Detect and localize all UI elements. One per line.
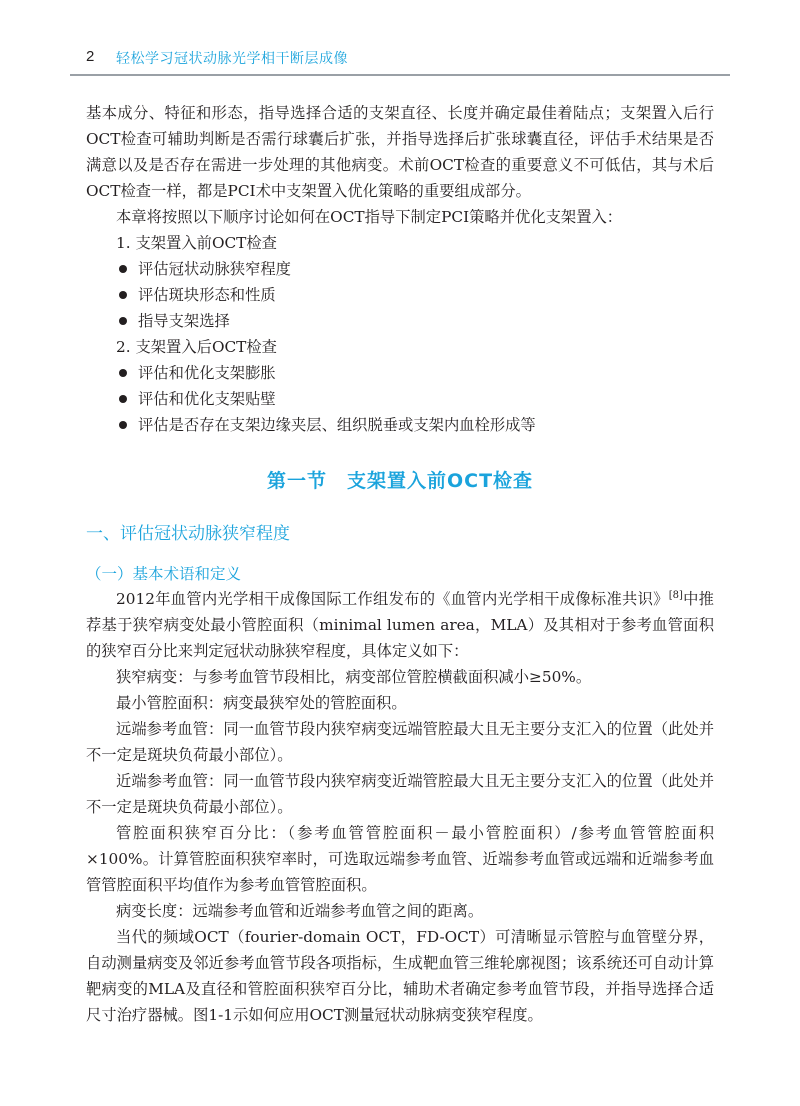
bullet-icon (119, 369, 127, 377)
definition-proximal-reference: 近端参考血管：同一血管节段内狭窄病变近端管腔最大且无主要分支汇入的位置（此处并不一定是斑块负荷最小部位）。 (86, 772, 714, 816)
list-item-text: 评估冠状动脉狭窄程度 (138, 260, 291, 278)
list-item-text: 评估是否存在支架边缘夹层、组织脱垂或支架内血栓形成等 (138, 416, 536, 434)
consensus-text-b: 中推荐基于狭窄病变处最小管腔面积（minimal lumen area，MLA）及其相对于参考血管面积的狭窄百分比来判定冠状动脉狭窄程度，具体定义如下： (86, 590, 714, 660)
bullet-icon (119, 395, 127, 403)
list-item-text: 评估和优化支架膨胀 (138, 364, 276, 382)
subsubsection-heading: （一）基本术语和定义 (86, 565, 242, 583)
definition-area-stenosis: 管腔面积狭窄百分比：（参考血管管腔面积－最小管腔面积）/参考血管管腔面积×100%。计算管腔面积狭窄率时，可选取远端参考血管、近端参考血管或远端和近端参考血管管腔面积平均值作为参考血管管腔面积。 (86, 824, 714, 894)
citation-ref[interactable]: [8] (668, 589, 683, 601)
header-divider (70, 74, 730, 76)
definition-lesion-length: 病变长度：远端参考血管和近端参考血管之间的距离。 (116, 902, 484, 920)
list-item (86, 412, 714, 438)
running-title: 轻松学习冠状动脉光学相干断层成像 (116, 51, 348, 67)
list-item (86, 256, 714, 282)
consensus-text-a: 2012年血管内光学相干成像国际工作组发布的《血管内光学相干成像标准共识》 (116, 590, 669, 608)
page-number: 2 (86, 48, 95, 65)
list-item-text: 评估斑块形态和性质 (138, 286, 276, 304)
subsection-heading: 一、评估冠状动脉狭窄程度 (86, 524, 290, 544)
outline-item-2: 2. 支架置入后OCT检查 (116, 338, 277, 356)
list-item (86, 282, 714, 308)
chapter-order-paragraph: 本章将按照以下顺序讨论如何在OCT指导下制定PCI策略并优化支架置入： (116, 208, 623, 226)
definition-mla: 最小管腔面积：病变最狭窄处的管腔面积。 (116, 694, 407, 712)
definition-stenosis: 狭窄病变：与参考血管节段相比，病变部位管腔横截面积减小≥50%。 (116, 668, 592, 686)
consensus-paragraph (86, 586, 714, 664)
page-content (86, 100, 714, 1028)
bullet-icon (119, 291, 127, 299)
list-item (86, 360, 714, 386)
definition-distal-reference: 远端参考血管：同一血管节段内狭窄病变远端管腔最大且无主要分支汇入的位置（此处并不一定是斑块负荷最小部位）。 (86, 720, 714, 764)
list-item-text: 指导支架选择 (138, 312, 230, 330)
bullet-icon (119, 317, 127, 325)
list-item-text: 评估和优化支架贴壁 (138, 390, 276, 408)
list-item (86, 308, 714, 334)
list-item (86, 386, 714, 412)
outline-item-1: 1. 支架置入前OCT检查 (116, 234, 277, 252)
bullet-icon (119, 421, 127, 429)
bullet-icon (119, 265, 127, 273)
intro-paragraph: 基本成分、特征和形态，指导选择合适的支架直径、长度并确定最佳着陆点；支架置入后行OCT检查可辅助判断是否需行球囊后扩张，并指导选择后扩张球囊直径，评估手术结果是否满意以及是否存在需进一步处理的其他病变。术前OCT检查的重要意义不可低估，其与术后OCT检查一样，都是PCI术中支架置入优化策略的重要组成部分。 (86, 104, 714, 200)
page-header (70, 44, 730, 74)
section-title: 第一节 支架置入前OCT检查 (266, 470, 534, 492)
fdoct-paragraph: 当代的频域OCT（fourier-domain OCT，FD-OCT）可清晰显示管腔与血管壁分界，自动测量病变及邻近参考血管节段各项指标，生成靶血管三维轮廓视图；该系统还可自动计算靶病变的MLA及直径和管腔面积狭窄百分比，辅助术者确定参考血管节段，并指导选择合适尺寸治疗器械。图1-1示如何应用OCT测量冠状动脉病变狭窄程度。 (86, 928, 714, 1024)
